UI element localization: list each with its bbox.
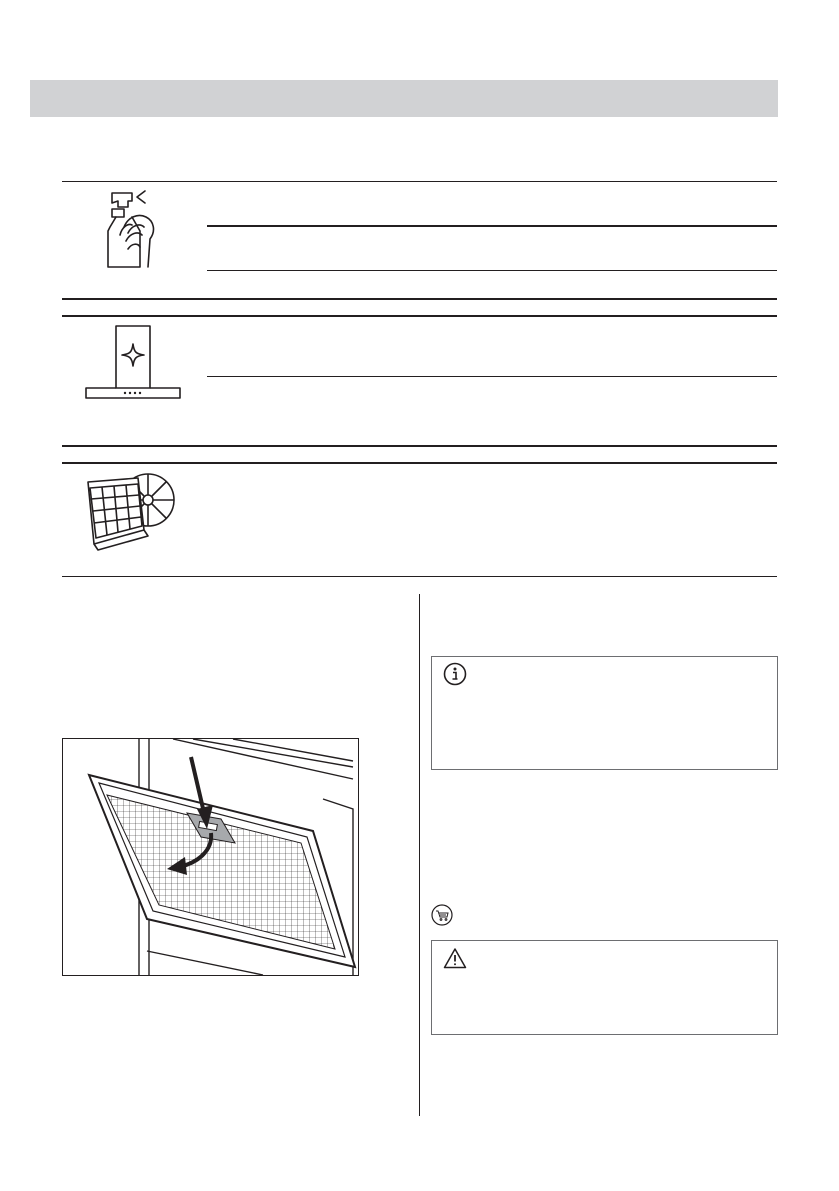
row1-divider [207, 225, 777, 227]
column-divider [419, 594, 420, 1116]
row2-divider [207, 376, 777, 377]
row2-top-rule [62, 315, 777, 317]
table-top-rule [62, 181, 777, 182]
shopping-cart-icon [431, 904, 453, 926]
filter-removal-illustration [62, 738, 359, 976]
row1-divider-2 [207, 270, 777, 271]
warning-triangle-icon [443, 947, 467, 969]
table-bottom-rule [62, 576, 777, 577]
info-note-box [431, 656, 778, 770]
cooker-hood-clean-icon [84, 324, 182, 402]
row1-bottom-rule [62, 298, 777, 300]
spray-and-cloth-icon [98, 187, 162, 271]
info-icon [443, 662, 467, 686]
row2-bottom-rule [62, 445, 777, 447]
warning-note-box [431, 940, 778, 1035]
section-header-bar [30, 80, 778, 117]
grease-and-carbon-filter-icon [80, 468, 176, 556]
row3-top-rule [62, 462, 777, 464]
filter-removal-drawing [63, 739, 358, 975]
